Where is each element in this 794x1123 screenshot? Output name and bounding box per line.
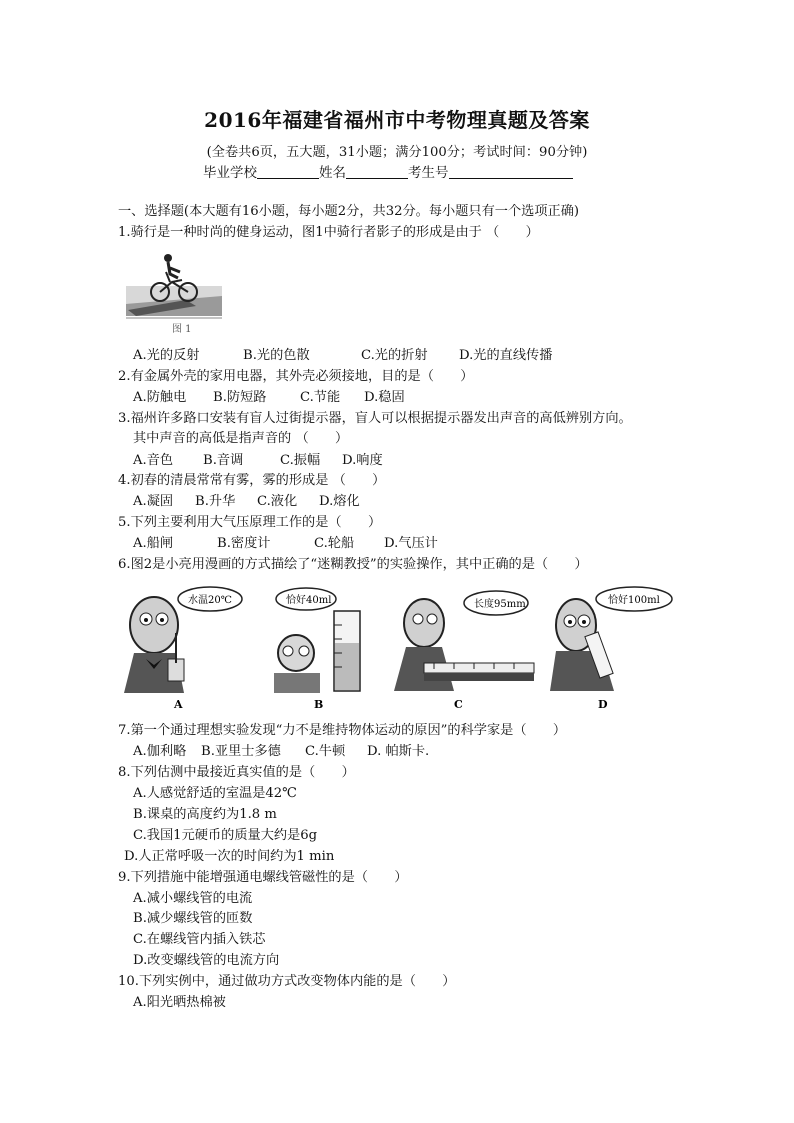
question-1-stem: 1.骑行是一种时尚的健身运动，图1中骑行者影子的形成是由于 （ ） bbox=[118, 225, 539, 240]
panel-d bbox=[550, 587, 672, 711]
q1-option-d[interactable]: D.光的直线传播 bbox=[459, 348, 553, 363]
q4-option-c[interactable]: C.液化 bbox=[257, 494, 298, 509]
exam-subtitle: (全卷共6页，五大题，31小题；满分100分；考试时间：90分钟) bbox=[206, 145, 588, 160]
q7-option-a[interactable]: A.伽利略 bbox=[133, 744, 187, 759]
panel-b bbox=[274, 588, 360, 711]
question-4-stem: 4.初春的清晨常常有雾，雾的形成是 （ ） bbox=[118, 473, 386, 488]
figure-2-comic-panels bbox=[124, 583, 684, 711]
q1-option-a[interactable]: A.光的反射 bbox=[133, 348, 200, 363]
q2-option-c[interactable]: C.节能 bbox=[300, 390, 341, 405]
question-9-stem: 9.下列措施中能增强通电螺线管磁性的是（ ） bbox=[118, 870, 408, 885]
panel-d-bubble: 恰好100ml bbox=[608, 595, 660, 606]
q5-option-c[interactable]: C.轮船 bbox=[314, 536, 355, 551]
q9-option-a[interactable]: A.减小螺线管的电流 bbox=[133, 891, 253, 906]
panel-d-label: D bbox=[598, 698, 608, 711]
exam-no-label: 考生号 bbox=[408, 165, 449, 181]
question-1-options bbox=[133, 347, 552, 365]
q7-option-b[interactable]: B.亚里士多德 bbox=[201, 744, 281, 759]
q9-option-c[interactable]: C.在螺线管内插入铁芯 bbox=[133, 932, 266, 947]
q8-option-a[interactable]: A.人感觉舒适的室温是42℃ bbox=[133, 786, 297, 801]
question-7-stem: 7.第一个通过理想实验发现“力不是维持物体运动的原因”的科学家是（ ） bbox=[118, 723, 567, 738]
question-2-stem: 2.有金属外壳的家用电器，其外壳必须接地，目的是（ ） bbox=[118, 369, 474, 384]
q5-option-b[interactable]: B.密度计 bbox=[217, 536, 271, 551]
q7-option-c[interactable]: C.牛顿 bbox=[305, 744, 346, 759]
q2-option-a[interactable]: A.防触电 bbox=[133, 390, 187, 405]
q9-option-d[interactable]: D.改变螺线管的电流方向 bbox=[133, 953, 280, 968]
q4-option-a[interactable]: A.凝固 bbox=[133, 494, 174, 509]
question-6-stem: 6.图2是小亮用漫画的方式描绘了“迷糊教授”的实验操作，其中正确的是（ ） bbox=[118, 557, 588, 572]
q2-option-b[interactable]: B.防短路 bbox=[213, 390, 267, 405]
q5-option-a[interactable]: A.船闸 bbox=[133, 536, 174, 551]
panel-a-bubble: 水温20℃ bbox=[188, 595, 232, 606]
q3-option-d[interactable]: D.响度 bbox=[342, 453, 383, 468]
q8-option-d[interactable]: D.人正常呼吸一次的时间约为1 min bbox=[124, 849, 335, 864]
question-5-stem: 5.下列主要利用大气压原理工作的是（ ） bbox=[118, 515, 382, 530]
q9-option-b[interactable]: B.减少螺线管的匝数 bbox=[133, 911, 253, 926]
figure-1-cyclist-shadow bbox=[126, 246, 222, 338]
school-blank[interactable] bbox=[257, 164, 319, 179]
question-10-stem: 10.下列实例中，通过做功方式改变物体内能的是（ ） bbox=[118, 974, 456, 989]
student-info-line bbox=[203, 161, 573, 181]
question-3-options bbox=[133, 452, 383, 470]
q10-option-a[interactable]: A.阳光晒热棉被 bbox=[133, 995, 226, 1010]
school-label: 毕业学校 bbox=[203, 165, 257, 181]
panel-a bbox=[124, 587, 242, 711]
panel-c-label: C bbox=[454, 698, 463, 711]
q8-option-c[interactable]: C.我国1元硬币的质量大约是6g bbox=[133, 828, 318, 843]
q7-option-d[interactable]: D. 帕斯卡. bbox=[367, 744, 430, 759]
panel-a-label: A bbox=[174, 698, 183, 711]
question-3-stem-line-2: 其中声音的高低是指声音的 （ ） bbox=[133, 431, 349, 446]
q4-option-d[interactable]: D.熔化 bbox=[319, 494, 360, 509]
exam-no-blank[interactable] bbox=[449, 164, 573, 179]
figure-1-caption: 图 1 bbox=[172, 324, 192, 335]
question-3-stem-line-1: 3.福州许多路口安装有盲人过街提示器，盲人可以根据提示器发出声音的高低辨别方向。 bbox=[118, 411, 632, 426]
q1-option-c[interactable]: C.光的折射 bbox=[361, 348, 428, 363]
question-2-options bbox=[133, 389, 405, 407]
q3-option-a[interactable]: A.音色 bbox=[133, 453, 174, 468]
panel-c bbox=[394, 591, 534, 711]
question-7-options bbox=[133, 743, 429, 761]
panel-b-label: B bbox=[314, 698, 324, 711]
question-4-options bbox=[133, 493, 360, 511]
question-5-options bbox=[133, 535, 438, 553]
q3-option-b[interactable]: B.音调 bbox=[203, 453, 244, 468]
q8-option-b[interactable]: B.课桌的高度约为1.8 m bbox=[133, 807, 277, 822]
q5-option-d[interactable]: D.气压计 bbox=[384, 536, 438, 551]
section-heading: 一、选择题(本大题有16小题，每小题2分，共32分。每小题只有一个选项正确) bbox=[118, 204, 580, 219]
question-8-stem: 8.下列估测中最接近真实值的是（ ） bbox=[118, 765, 355, 780]
q2-option-d[interactable]: D.稳固 bbox=[364, 390, 405, 405]
q1-option-b[interactable]: B.光的色散 bbox=[243, 348, 310, 363]
panel-c-bubble: 长度95mm bbox=[474, 599, 526, 610]
name-label: 姓名 bbox=[319, 165, 346, 181]
name-blank[interactable] bbox=[346, 164, 408, 179]
q4-option-b[interactable]: B.升华 bbox=[195, 494, 236, 509]
panel-b-bubble: 恰好40ml bbox=[286, 595, 332, 606]
q3-option-c[interactable]: C.振幅 bbox=[280, 453, 321, 468]
page-title: 2016年福建省福州市中考物理真题及答案 bbox=[204, 108, 590, 132]
